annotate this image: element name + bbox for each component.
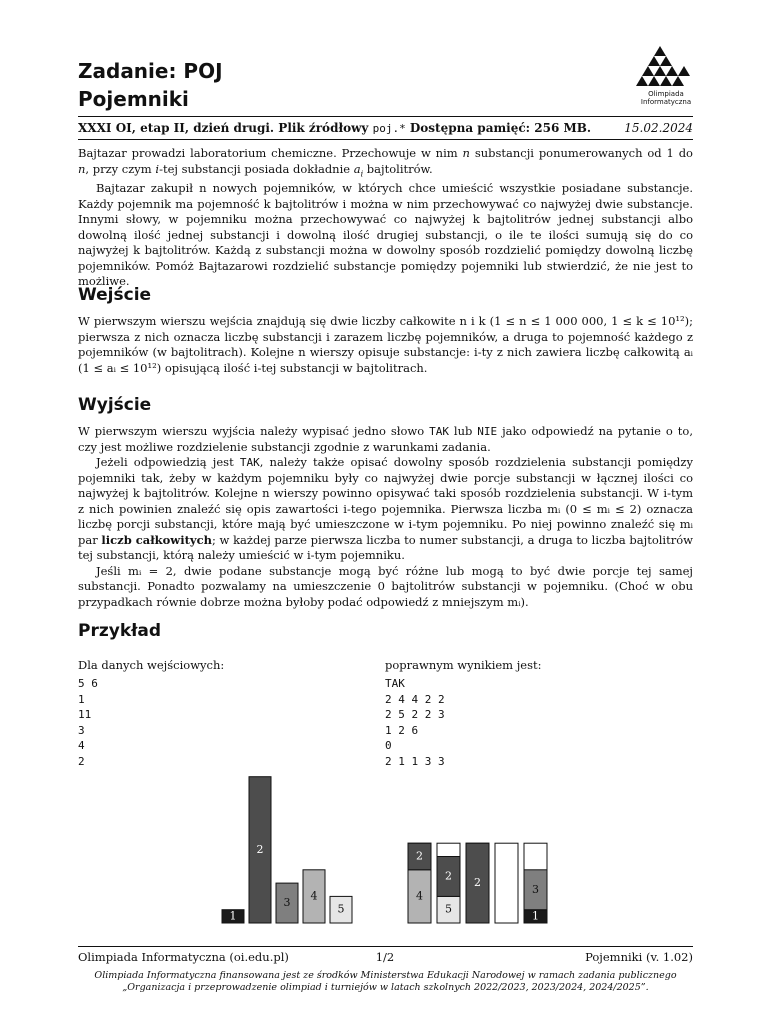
info-file: poj.* bbox=[372, 122, 406, 135]
intro-paragraph-1: Bajtazar prowadzi laboratorium chemiczne. Przechowuje w nim n substancji ponumerowanych od 1 do n, przy czym i-tej substancji posiada dokładnie $a_i$ bajtolitrów. bbox=[78, 146, 693, 178]
output-heading: Wyjście bbox=[78, 395, 152, 415]
example-output-label: poprawnym wynikiem jest: bbox=[385, 658, 542, 672]
container-1-portion-label-1: 2 bbox=[416, 849, 423, 863]
substance-label-2: 2 bbox=[256, 842, 264, 856]
example-input-label: Dla danych wejściowych: bbox=[78, 658, 225, 672]
example-figure bbox=[0, 760, 768, 930]
example-input-lines bbox=[78, 676, 98, 769]
output-paragraph-2: Jeżeli odpowiedzią jest TAK, należy także opisać dowolny sposób rozdzielenia substancji pomiędzy pojemniki tak, żeby w każdym pojemniku były co najwyżej dwie porcje substancji w łącznej ilości co najwyżej k bajtolitrów. Kolejne n wierszy powinno opisywać taki sposób rozdzielenia substancji. W i-tym z nich powinien znaleźć się opis zawartości i-tego pojemnika. Pierwsza liczba mᵢ (0 ≤ mᵢ ≤ 2) oznacza liczbę porcji substancji, które mają być umieszczone w i-tym pojemniku. Po niej powinno znaleźć się mᵢ par liczb całkowitych; w każdej parze pierwsza liczba to numer substancji, a druga to liczba bajtolitrów tej substancji, którą należy umieścić w i-tym pojemniku. bbox=[78, 455, 693, 562]
header-rule-top bbox=[78, 116, 693, 117]
funding-note bbox=[78, 970, 693, 994]
example-output-line-0: TAK bbox=[385, 677, 405, 690]
container-2-portion-label-1: 2 bbox=[445, 869, 452, 883]
task-title: Zadanie: POJ bbox=[78, 59, 223, 83]
example-output-line-2: 2 5 2 2 3 bbox=[385, 708, 445, 721]
task-info bbox=[78, 120, 591, 137]
example-output-lines bbox=[385, 676, 445, 769]
funding-note-line-2: „Organizacja i przeprowadzenie olimpiad i turniejów w latach szkolnych 2022/2023, 2023/2024, 2024/2025”. bbox=[122, 982, 649, 993]
container-2-portion-label-0: 5 bbox=[445, 902, 452, 916]
header-rule-bottom bbox=[78, 139, 693, 140]
example-output-line-3: 1 2 6 bbox=[385, 723, 419, 737]
container-1-portion-label-0: 4 bbox=[416, 889, 423, 903]
info-prefix: XXXI OI, etap II, dzień drugi. Plik źródłowy bbox=[78, 121, 369, 135]
substance-label-4: 4 bbox=[310, 889, 318, 903]
container-3-portion-label-0: 2 bbox=[474, 876, 481, 890]
input-paragraph: W pierwszym wierszu wejścia znajdują się dwie liczby całkowite n i k (1 ≤ n ≤ 1 000 000, 1 ≤ k ≤ 10¹²); pierwsza z nich oznacza liczbę substancji i zarazem liczbę pojemników, a druga to pojemność każdego z pojemników (w bajtolitrach). Kolejne n wierszy opisuje substancje: i-ty z nich zawiera liczbę całkowitą aᵢ (1 ≤ aᵢ ≤ 10¹²) opisującą ilość i-tej substancji w bajtolitrach. bbox=[78, 314, 693, 375]
container-5-portion-label-0: 1 bbox=[532, 909, 539, 923]
example-heading: Przykład bbox=[78, 621, 162, 641]
input-heading: Wejście bbox=[78, 285, 152, 305]
intro-section bbox=[78, 146, 693, 290]
task-date: 15.02.2024 bbox=[624, 121, 693, 135]
container-4 bbox=[495, 843, 518, 923]
substance-label-5: 5 bbox=[337, 902, 345, 916]
intro-paragraph-2: Bajtazar zakupił n nowych pojemników, w których chce umieścić wszystkie posiadane substancje. Każdy pojemnik ma pojemność k bajtolitrów i można w nim przechowywać co najwyżej dwie substancje. Innymi słowy, w pojemniku można przechowywać co najwyżej k bajtolitrów jednej substancji albo dowolną ilość jednej substancji i dowolną ilość drugiej substancji, o ile te ilości sumują się do co najwyżej k bajtolitrów. Każdą z substancji można w dowolny sposób rozdzielić pomiędzy dowolną liczbę pojemników. Pomóż Bajtazarowi rozdzielić substancje pomiędzy pojemniki lub stwierdzić, że nie jest to możliwe. bbox=[78, 181, 693, 289]
substance-label-1: 1 bbox=[229, 909, 237, 923]
funding-note-line-1: Olimpiada Informatyczna finansowana jest ze środków Ministerstwa Edukacji Narodowej w ramach zadania publicznego bbox=[94, 970, 677, 981]
example-output-line-5: 2 1 1 3 3 bbox=[385, 754, 445, 768]
footer-page-number: 1/2 bbox=[375, 950, 395, 964]
logo-caption: Olimpiada Informatyczna bbox=[640, 90, 692, 106]
output-text bbox=[78, 424, 693, 610]
example-input-line-5: 2 bbox=[78, 754, 85, 768]
footer-right: Pojemniki (v. 1.02) bbox=[585, 950, 693, 964]
task-subtitle: Pojemniki bbox=[78, 87, 189, 111]
footer-left: Olimpiada Informatyczna (oi.edu.pl) bbox=[78, 950, 289, 964]
footer-rule bbox=[78, 946, 693, 947]
output-paragraph-3: Jeśli mᵢ = 2, dwie podane substancje mogą być różne lub mogą to być dwie porcje tej samej substancji. Ponadto pozwalamy na umieszczenie 0 bajtolitrów substancji w pojemniku. (Choć w obu przypadkach równie dobrze można byłoby podać odpowiedź z mniejszym mᵢ). bbox=[78, 563, 693, 609]
substance-label-3: 3 bbox=[283, 896, 291, 910]
example-input-line-2: 11 bbox=[78, 708, 92, 721]
example-input-block bbox=[78, 676, 98, 769]
example-input-line-0: 5 6 bbox=[78, 677, 98, 690]
example-input-line-1: 1 bbox=[78, 692, 85, 706]
example-output-block bbox=[385, 676, 445, 769]
output-paragraph-1: W pierwszym wierszu wyjścia należy wypisać jedno słowo TAK lub NIE jako odpowiedź na pytanie o to, czy jest możliwe rozdzielenie substancji zgodnie z warunkami zadania. bbox=[78, 424, 693, 454]
container-5-portion-label-1: 3 bbox=[532, 882, 539, 896]
example-output-line-4: 0 bbox=[385, 739, 392, 752]
input-text bbox=[78, 314, 693, 376]
example-input-line-4: 4 bbox=[78, 739, 85, 752]
info-memory: Dostępna pamięć: 256 MB. bbox=[409, 121, 592, 135]
example-output-line-1: 2 4 4 2 2 bbox=[385, 692, 445, 706]
example-input-line-3: 3 bbox=[78, 723, 85, 737]
